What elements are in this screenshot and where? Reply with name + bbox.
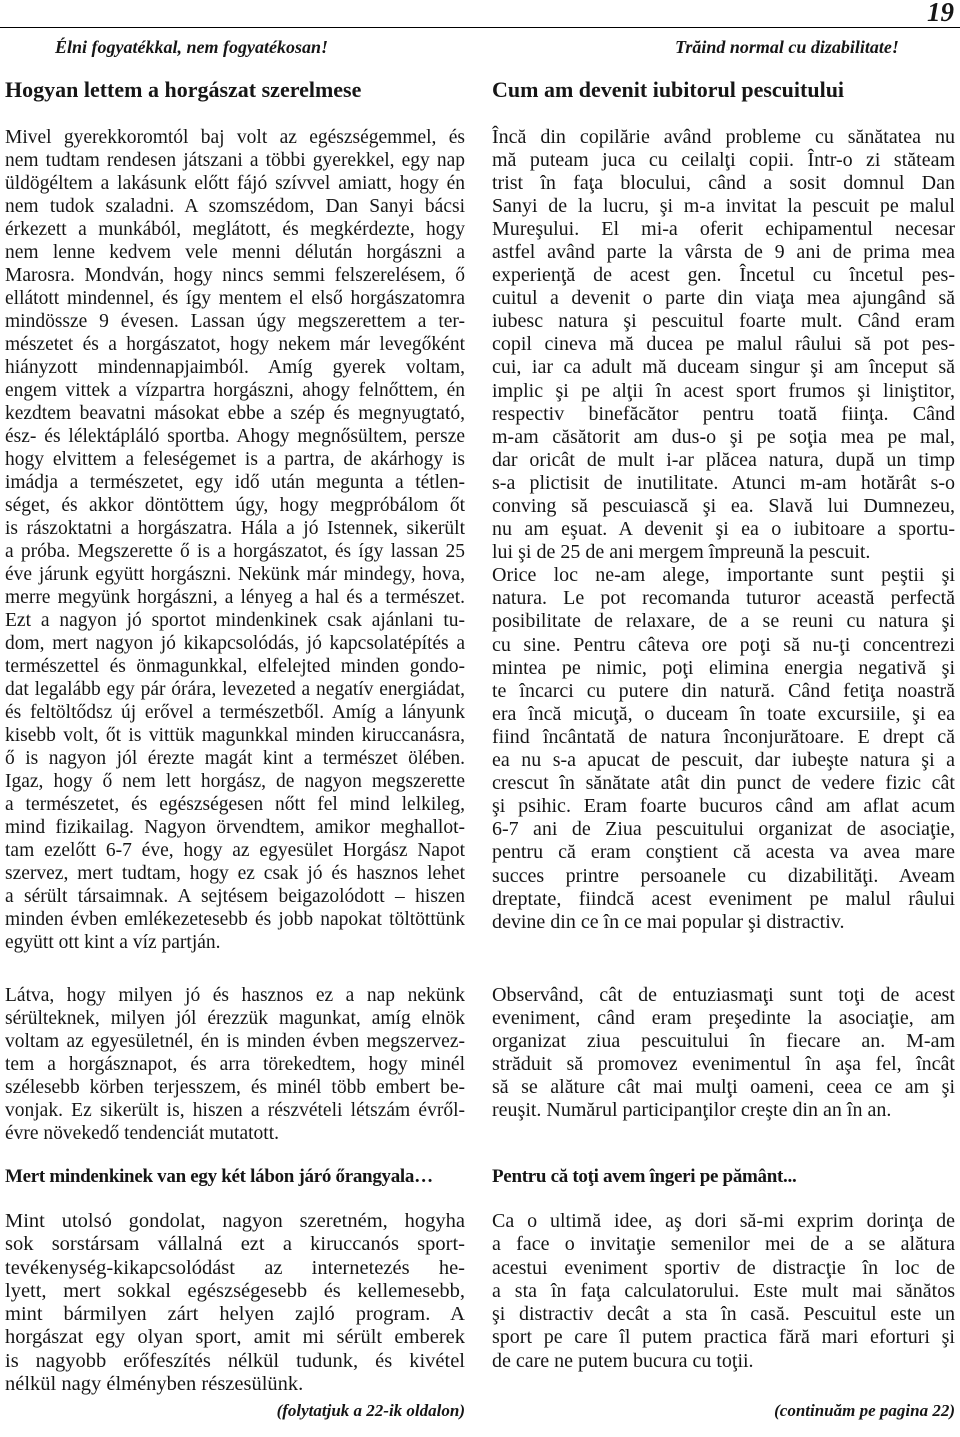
running-head: Trăind normal cu dizabilitate! xyxy=(675,37,899,57)
text-line: sok sorstársam vállalná ezt a kiruccanós sport- xyxy=(5,1233,465,1256)
text-line: tam ezelőtt 6-7 éve, hogy az egyesület Horgász Napot xyxy=(5,839,465,861)
text-line: respectiv binefăcător pentru toată fiinţa. Când xyxy=(492,402,955,425)
text-line: lui şi de 25 de ani mergem împreună la pescuit. xyxy=(492,541,871,564)
text-line: sérülteknek, milyen jól érezzük magunkat, amíg elnök xyxy=(5,1007,465,1029)
text-line: implic şi pe alţii în acest sport frumos şi liniştitor, xyxy=(492,379,955,402)
text-line: succes printre persoanele cu dizabilităţi. Aveam xyxy=(492,864,955,887)
text-line: copil cineva mă ducea pe malul râului să pot pes- xyxy=(492,333,955,356)
paragraph xyxy=(5,1210,465,1396)
body-text-section-1 xyxy=(5,126,465,954)
text-line: dreptate, fiindcă acest eveniment pe malul râului xyxy=(492,887,955,910)
text-line: séget, és akkor döntöttem úgy, hogy megpróbálom őt xyxy=(5,494,465,516)
running-head: Élni fogyatékkal, nem fogyatékosan! xyxy=(55,37,328,57)
text-line: Mureşului. El mi-a oferit echipamentul necesar xyxy=(492,217,955,240)
text-line: m-am căsătorit am dus-o şi pe soţia mea pe mal, xyxy=(492,425,955,448)
text-line: organizat ziua pescuitului în fiecare an. M-am xyxy=(492,1029,955,1052)
text-line: tevékenység-kikapcsolódást az internetezés he- xyxy=(5,1256,465,1279)
text-line: Ezt a nagyon jó sportot mindenkinek csak ajánlani tu- xyxy=(5,609,465,631)
left-column-hungarian xyxy=(5,0,465,1437)
text-line: szervez, mert tudtam, hogy ez csak jó és hasznos lehet xyxy=(5,862,465,884)
text-line: mintea pe nimic, poţi elimina energia negativă şi xyxy=(492,656,955,679)
paragraph xyxy=(5,126,465,954)
body-text-section-2 xyxy=(5,984,465,1145)
text-line: să se alăture cât mai mulţi oameni, ceea ce am şi xyxy=(492,1075,955,1098)
text-line: nu am eşuat. A devenit şi ea o iubitoare a sportu- xyxy=(492,518,955,541)
text-line: dat legalább egy pár órára, levezeted a negatív energiádat, xyxy=(5,678,465,700)
text-line: posibilitate de relaxare, de a se reuni cu natura şi xyxy=(492,610,955,633)
text-line: fiind încântată de natura înconjurătoare. E drept că xyxy=(492,725,955,748)
article-title: Cum am devenit iubitorul pescuitului xyxy=(492,77,845,102)
text-line: ea nu s-a apucat de pescuit, dar iubeşte natura şi a xyxy=(492,749,955,772)
text-line: reuşit. Numărul participanţilor creşte din an în an. xyxy=(492,1098,892,1121)
text-line: kisebb volt, őt is vittük magunkkal minden kiruccanásra, xyxy=(5,724,465,746)
text-line: hiányzott mindennapjaimból. Amíg gyerek voltam, xyxy=(5,356,465,378)
article-title: Hogyan lettem a horgászat szerelmese xyxy=(5,77,362,102)
text-line: cu sine. Pentru câteva ore poţi să nu-ţi concentrezi xyxy=(492,633,955,656)
text-line: a természetet, és egészségesen nőtt fel mind lelkileg, xyxy=(5,793,465,815)
text-line: természettel és önmagunkkal, elfelejted minden gondo- xyxy=(5,655,465,677)
text-line: era încă micuţă, o duceam în toate excursiile, şi ea xyxy=(492,702,955,725)
text-line: trist în faţa blocului, când a sosit domnul Dan xyxy=(492,171,955,194)
body-text-section-3 xyxy=(492,1210,955,1373)
text-line: a próba. Megszerette ő is a horgászatot, és így lassan 25 xyxy=(5,540,465,562)
text-line: vonjak. Ez sikerült is, hiszen a részvételi létszám évről- xyxy=(5,1099,465,1121)
text-line: ész- és lélektápláló sportba. Ahogy megnősültem, persze xyxy=(5,425,465,447)
text-line: 6-7 ani de Ziua pescuitului organizat de asociaţie, xyxy=(492,818,955,841)
subheading-text: Mert mindenkinek van egy két lábon járó őrangyala… xyxy=(5,1166,433,1187)
text-line: a sérült társaimnak. A sejtésem beigazolódott – hiszen xyxy=(5,885,465,907)
text-line: experienţă de acest gen. Încetul cu încetul pes- xyxy=(492,264,955,287)
text-line: Marosra. Mondván, hogy nincs semmi felszerelésem, ő xyxy=(5,264,465,286)
text-line: is rászoktatni a horgászatra. Hála a jó Istennek, sikerült xyxy=(5,517,465,539)
text-line: szélesebb körben terjesszem, és minél több embert be- xyxy=(5,1076,465,1098)
text-line: nélkül nagy élményben részesülünk. xyxy=(5,1373,304,1396)
text-line: Igaz, hogy ő nem lett horgász, de nagyon megszerette xyxy=(5,770,465,792)
text-line: eveniment, când eram preşedinte la asociaţie, am xyxy=(492,1006,955,1029)
text-line: dar oricât de mult i-ar plăcea natura, după un timp xyxy=(492,448,955,471)
subheading xyxy=(492,1165,955,1189)
right-column-romanian xyxy=(492,0,955,1437)
text-line: minden évben emlékezetesebb és jobb napokat töltöttünk xyxy=(5,908,465,930)
text-line: érkezett a munkából, meglátott, és megkérdezte, hogy xyxy=(5,218,465,240)
continuation-note: (continuăm pe pagina 22) xyxy=(774,1401,955,1420)
body-text-section-1 xyxy=(492,126,955,934)
text-line: voltam az egyesületnél, én is minden évben megszervez- xyxy=(5,1030,465,1052)
text-line: Sanyi de la lucru, şi m-a invitat la pescuit pe malul xyxy=(492,194,955,217)
text-line: Încă din copilărie având probleme cu sănătatea nu xyxy=(492,125,955,148)
text-line: a face o invitaţie semenilor mei de a se alătura xyxy=(492,1233,955,1256)
text-line: mészetet és a horgászatot, hogy nekem már levegőként xyxy=(5,333,465,355)
text-line: acestui eveniment sportiv de distracţie în loc de xyxy=(492,1256,955,1279)
text-line: crescut în sănătate atât din punct de vedere fizic cât xyxy=(492,772,955,795)
text-line: cui, iar ca adult mă duceam singur şi am început să xyxy=(492,356,955,379)
text-line: hogy elvittem a feleségemet is a partra, de akárhogy is xyxy=(5,448,465,470)
text-line: te încarci cu putere din natură. Când fetiţa noastră xyxy=(492,679,955,702)
text-line: horgászat egy olyan sport, amit mi sérült emberek xyxy=(5,1326,465,1349)
text-line: mind fizikailag. Nagyon örvendtem, amikor meghallot- xyxy=(5,816,465,838)
text-line: Observând, cât de entuziasmaţi sunt toţi de acest xyxy=(492,983,955,1006)
body-text-section-2 xyxy=(492,984,955,1122)
text-line: sport pe care îl putem practica fără mari eforturi şi xyxy=(492,1326,955,1349)
text-line: de care ne putem bucura cu toţii. xyxy=(492,1349,754,1372)
paragraph xyxy=(492,564,955,934)
text-line: natura. Le pot recomanda tuturor această perfectă xyxy=(492,587,955,610)
text-line: merre megyünk horgászni, a lényeg a hal és a természet. xyxy=(5,586,465,608)
text-line: s-a plictisit de inutilitate. Atunci m-am hotărât s-o xyxy=(492,471,955,494)
paragraph xyxy=(5,984,465,1145)
subheading-text: Pentru că toţi avem îngeri pe pământ... xyxy=(492,1166,797,1187)
text-line: Mint utolsó gondolat, nagyon szeretném, hogyha xyxy=(5,1210,465,1232)
text-line: ő is nagyon jól érezte magát kint a természet ölében. xyxy=(5,747,465,769)
text-line: éve járunk együtt horgászni. Nekünk már mindegy, hova, xyxy=(5,563,465,585)
text-line: astfel având parte la vârsta de 9 ani de prima mea xyxy=(492,240,955,263)
page-number: 19 xyxy=(927,0,954,27)
text-line: pentru că eram conştient că acesta va avea mare xyxy=(492,841,955,864)
text-line: engem vittek a vízpartra horgászni, ahogy felnőttem, én xyxy=(5,379,465,401)
text-line: Orice loc ne-am alege, importante sunt peştii şi xyxy=(492,564,955,587)
text-line: şi distractiv decât a sta în casă. Pescuitul este un xyxy=(492,1303,955,1326)
paragraph xyxy=(492,126,955,565)
text-line: mă puteam juca cu ceilalţi copii. Într-o zi stăteam xyxy=(492,148,955,171)
text-line: a sta în faţa calculatorului. Este mult mai sănătos xyxy=(492,1279,955,1302)
text-line: Ca o ultimă idee, aş dori să-mi exprim dorinţa de xyxy=(492,1210,955,1232)
text-line: együtt ott kint a víz partján. xyxy=(5,931,221,953)
text-line: mindössze 9 évesen. Lassan úgy megszerettem a ter- xyxy=(5,310,465,332)
text-line: mint bármilyen zárt helyen zajló program. A xyxy=(5,1303,465,1326)
text-line: Látva, hogy milyen jó és hasznos ez a nap nekünk xyxy=(5,984,465,1006)
text-line: lyett, mert sokkal egészségesebb és kellemesebb, xyxy=(5,1279,465,1302)
text-line: iubesc natura şi pescuitul foarte mult. Când eram xyxy=(492,310,955,333)
text-line: kezdtem beavatni másokat ebbe a szép és megnyugtató, xyxy=(5,402,465,424)
text-line: üldögéltem a lakásunk előtt fájó szívvel amiatt, hogy én xyxy=(5,172,465,194)
text-line: évre növekedő tendenciát mutatott. xyxy=(5,1122,279,1144)
body-text-section-3 xyxy=(5,1210,465,1396)
paragraph xyxy=(492,984,955,1122)
continuation-note: (folytatjuk a 22-ik oldalon) xyxy=(276,1401,465,1420)
text-line: străduit să promovez evenimentul în aşa fel, încât xyxy=(492,1052,955,1075)
text-line: devine din ce în ce mai popular şi distractiv. xyxy=(492,910,845,933)
text-line: tem a horgásznapot, és arra törekedtem, hogy minél xyxy=(5,1053,465,1075)
paragraph xyxy=(492,1210,955,1373)
text-line: nem tudtam rendesen játszani a többi gyerekkel, egy nap xyxy=(5,149,465,171)
text-line: cuitul a devenit o parte din viaţa mea ajungând să xyxy=(492,287,955,310)
text-line: nem tudok szaladni. A szomszédom, Dan Sanyi bácsi xyxy=(5,195,465,217)
text-line: dom, mert nagyon jó kikapcsolódás, jó kapcsolatépítés a xyxy=(5,632,465,654)
text-line: conving să pescuiască şi ea. Slavă lui Dumnezeu, xyxy=(492,495,955,517)
text-line: Mivel gyerekkoromtól baj volt az egészségemmel, és xyxy=(5,126,465,148)
text-line: şi psihic. Eram foarte bucuros când am aflat acum xyxy=(492,795,955,818)
text-line: nem lenne kedvem vele menni délután horgászni a xyxy=(5,241,465,263)
text-line: imádja a természetet, egy idő után megunta a tétlen- xyxy=(5,471,465,493)
subheading xyxy=(5,1165,465,1189)
text-line: is nagyobb erőfeszítés nélkül tudunk, és kivétel xyxy=(5,1349,465,1372)
text-line: ellátott mindennel, és így mentem el első horgászatomra xyxy=(5,287,465,309)
text-line: és feltöltődsz új erővel a természetből. Amíg a lányunk xyxy=(5,701,465,723)
